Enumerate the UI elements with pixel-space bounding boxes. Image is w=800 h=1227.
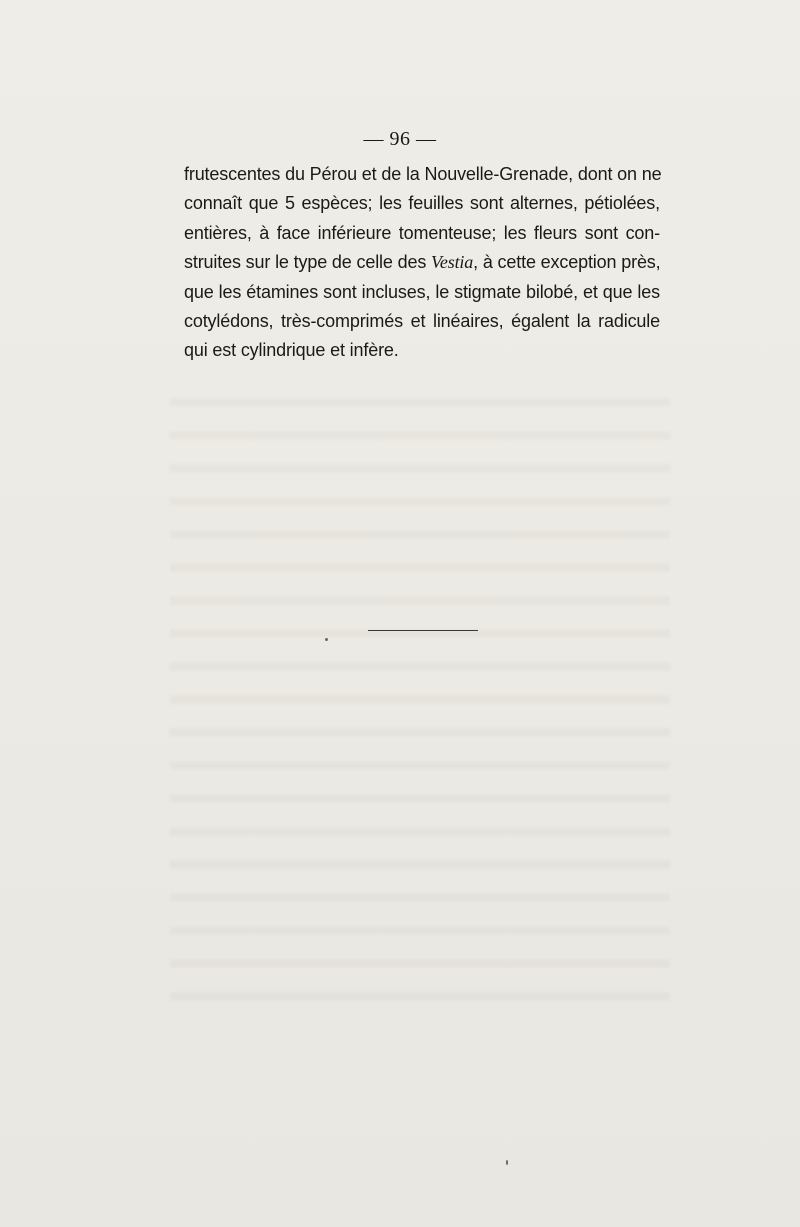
section-divider-rule [368, 630, 478, 631]
text-line-1: frutescentes du Pérou et de la Nouvelle-Grenade, dont on ne [184, 164, 662, 184]
ink-speck [325, 638, 328, 641]
text-line-2: connaît que 5 espèces; les feuilles sont alternes, pétiolées, [184, 193, 660, 214]
text-line-4 [184, 248, 660, 277]
genus-name-italic: Vestia [431, 252, 474, 273]
text-line-3: entières, à face inférieure tomenteuse; les fleurs sont con- [184, 222, 660, 243]
text-line-6: cotylédons, très-comprimés et linéaires, égalent la radicule [184, 311, 660, 332]
text-line-4-end: , à cette exception près, [473, 252, 661, 273]
ink-speck [506, 1160, 508, 1165]
reverse-side-show-through [170, 380, 670, 1020]
page-number: — 96 — [363, 128, 437, 150]
text-line-4-start: struites sur le type de celle des [184, 252, 432, 273]
text-line-5: que les étamines sont incluses, le stigmate bilobé, et que les [184, 281, 660, 302]
body-paragraph [184, 160, 660, 366]
text-line-7: qui est cylindrique et infère. [184, 340, 399, 361]
